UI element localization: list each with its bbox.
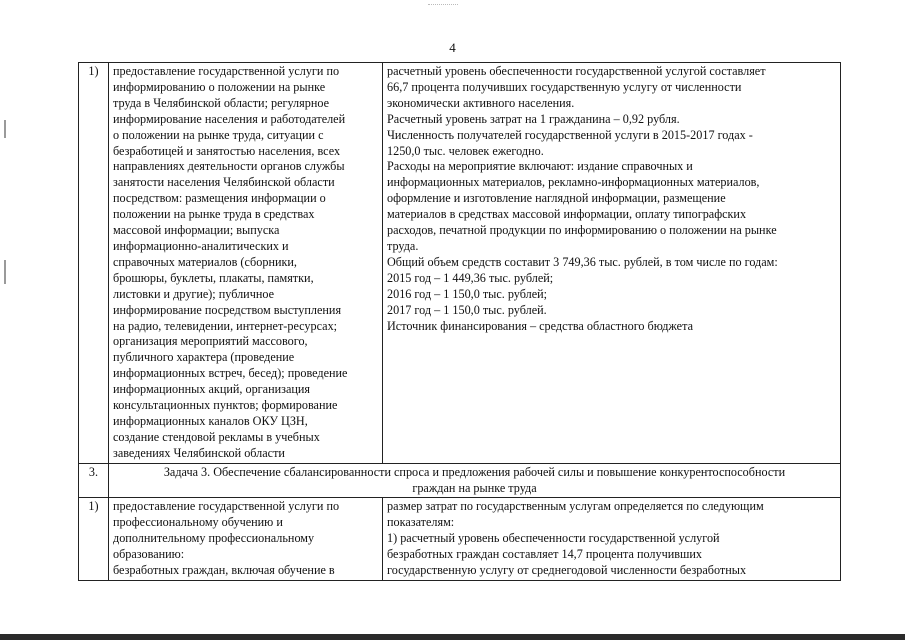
activity-line: посредством: размещения информации о bbox=[113, 191, 326, 206]
scan-artifact bbox=[4, 260, 6, 284]
activity-line: предоставление государственной услуги по bbox=[113, 64, 340, 78]
table-row bbox=[79, 498, 841, 581]
scan-artifact bbox=[4, 120, 6, 138]
activity-line: организация мероприятий массового, bbox=[113, 334, 308, 349]
scan-artifact bbox=[428, 4, 458, 6]
description-line: безработных граждан составляет 14,7 процента получивших bbox=[387, 547, 703, 562]
activity-line: профессиональному обучению и bbox=[113, 515, 283, 530]
description-line: расчетный уровень обеспеченности государственной услугой составляет bbox=[387, 64, 766, 78]
activity-line: листовки и другие); публичное bbox=[113, 286, 274, 301]
program-table bbox=[78, 62, 841, 581]
task-title-line: граждан на рынке труда bbox=[412, 480, 537, 495]
description-line: Расчетный уровень затрат на 1 гражданина – 0,92 рубля. bbox=[387, 111, 680, 126]
activity-line: предоставление государственной услуги по bbox=[113, 499, 340, 514]
task-title-line: Задача 3. Обеспечение сбалансированности спроса и предложения рабочей силы и повышение конкурентоспособности bbox=[163, 464, 786, 479]
activity-line: информирование посредством выступления bbox=[113, 302, 342, 317]
activity-line: справочных материалов (сборники, bbox=[113, 254, 297, 269]
activity-line: информационных каналов ОКУ ЦЗН, bbox=[113, 413, 308, 428]
description-line: показателям: bbox=[387, 515, 455, 530]
activity-line: о положении на рынке труда, ситуации с bbox=[113, 127, 324, 142]
description-line: труда. bbox=[387, 238, 419, 253]
row-number: 1) bbox=[79, 63, 109, 464]
description-line: 2016 год – 1 150,0 тыс. рублей; bbox=[387, 286, 548, 301]
task-number: 3. bbox=[79, 463, 109, 498]
activity-line: безработных граждан, включая обучение в bbox=[113, 563, 335, 578]
description-line: Общий объем средств составит 3 749,36 тыс. рублей, в том числе по годам: bbox=[387, 254, 778, 269]
activity-line: информированию о положении на рынке bbox=[113, 79, 326, 94]
activity-line: информационных встреч, бесед); проведение bbox=[113, 366, 348, 381]
activity-line: брошюры, буклеты, плакаты, памятки, bbox=[113, 270, 314, 285]
row-number: 1) bbox=[79, 498, 109, 581]
activity-line: труда в Челябинской области; регулярное bbox=[113, 95, 330, 110]
activity-line: публичного характера (проведение bbox=[113, 350, 295, 365]
description-line: 1250,0 тыс. человек ежегодно. bbox=[387, 143, 544, 158]
task-title-cell bbox=[109, 463, 841, 498]
activity-line: массовой информации; выпуска bbox=[113, 223, 280, 238]
description-line: экономически активного населения. bbox=[387, 95, 575, 110]
activity-line: информирование населения и работодателей bbox=[113, 111, 346, 126]
description-cell bbox=[383, 63, 841, 464]
description-line: 1) расчетный уровень обеспеченности государственной услугой bbox=[387, 531, 720, 546]
table-row bbox=[79, 63, 841, 464]
description-line: материалов в средствах массовой информации, оплату типографских bbox=[387, 207, 747, 222]
activity-line: положении на рынке труда в средствах bbox=[113, 207, 315, 222]
activity-line: дополнительному профессиональному bbox=[113, 531, 315, 546]
task-row bbox=[79, 463, 841, 498]
activity-line: образованию: bbox=[113, 547, 185, 562]
activity-line: занятости населения Челябинской области bbox=[113, 175, 335, 190]
activity-line: информационных акций, организация bbox=[113, 382, 310, 397]
description-line: Источник финансирования – средства областного бюджета bbox=[387, 318, 693, 333]
activity-line: информационно-аналитических и bbox=[113, 238, 289, 253]
page-number: 4 bbox=[449, 40, 456, 55]
description-line: расходов, печатной продукции по информированию о положении на рынке bbox=[387, 223, 777, 238]
description-line: государственную услугу от среднегодовой численности безработных bbox=[387, 563, 747, 578]
description-line: 2015 год – 1 449,36 тыс. рублей; bbox=[387, 270, 554, 285]
description-line: 2017 год – 1 150,0 тыс. рублей. bbox=[387, 302, 547, 317]
activity-cell bbox=[109, 498, 383, 581]
description-line: размер затрат по государственным услугам определяется по следующим bbox=[387, 499, 764, 514]
activity-line: создание стендовой рекламы в учебных bbox=[113, 429, 320, 444]
activity-line: заведениях Челябинской области bbox=[113, 445, 285, 460]
description-line: Численность получателей государственной услуги в 2015-2017 годах - bbox=[387, 127, 753, 142]
description-line: 66,7 процента получивших государственную услугу от численности bbox=[387, 79, 742, 94]
description-line: оформление и изготовление наглядной информации, размещение bbox=[387, 191, 726, 206]
activity-cell bbox=[109, 63, 383, 464]
activity-line: направлениях деятельности органов службы bbox=[113, 159, 345, 174]
description-cell bbox=[383, 498, 841, 581]
scan-edge bbox=[0, 634, 905, 640]
activity-line: консультационных пунктов; формирование bbox=[113, 398, 338, 413]
description-line: Расходы на мероприятие включают: издание справочных и bbox=[387, 159, 693, 174]
activity-line: на радио, телевидении, интернет-ресурсах; bbox=[113, 318, 338, 333]
description-line: информационных материалов, рекламно-информационных материалов, bbox=[387, 175, 760, 190]
activity-line: безработицей и занятостью населения, всех bbox=[113, 143, 341, 158]
